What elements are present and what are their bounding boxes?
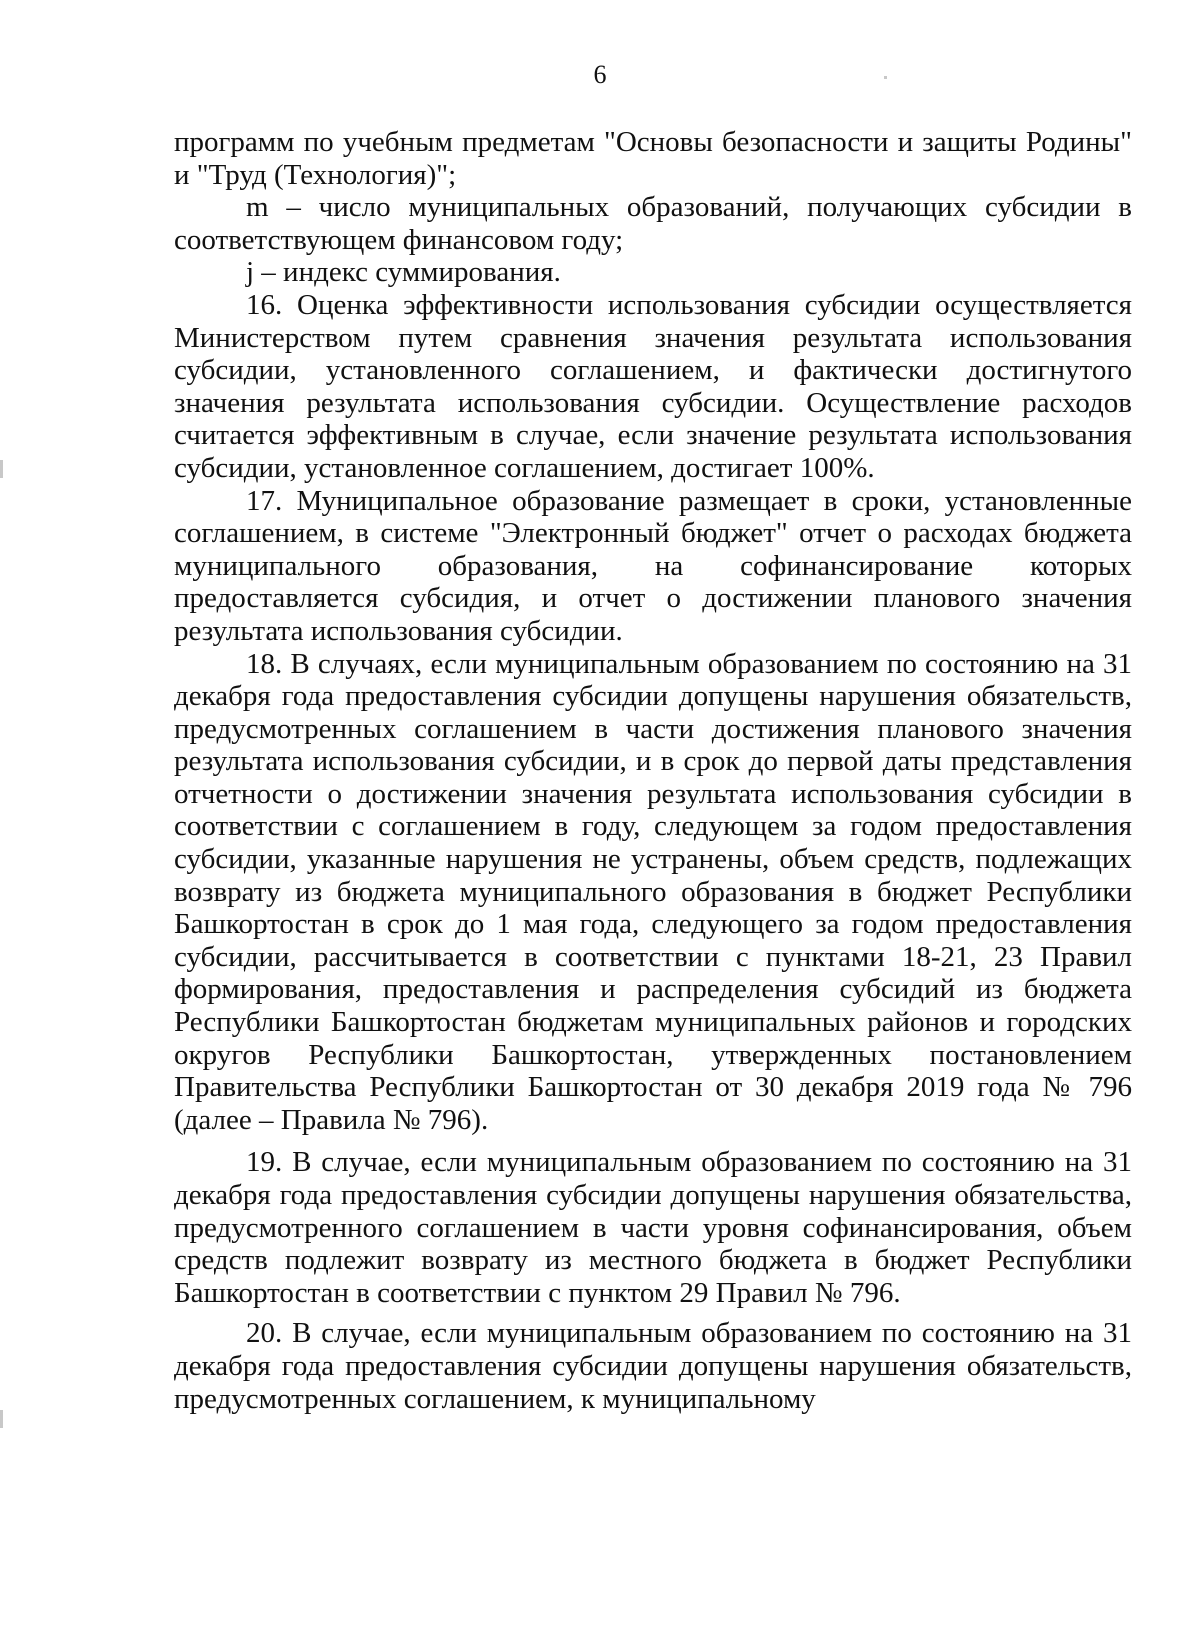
scan-speck (0, 460, 3, 478)
page-number: 6 (593, 60, 607, 89)
paragraph-19: 19. В случае, если муниципальным образованием по состоянию на 31 декабря года предоставления субсидии допущены нарушения обязательства, предусмотренного соглашением в части уровня софинансирования, объем средств подлежит возврату из местного бюджета в бюджет Республики Башкортостан в соответствии с пунктом 29 Правил № 796. (174, 1146, 1132, 1309)
paragraph-17: 17. Муниципальное образование размещает в сроки, установленные соглашением, в системе "Электронный бюджет" отчет о расходах бюджета муниципального образования, на софинансирование которых предоставляется субсидия, и отчет о достижении планового значения результата использования субсидии. (174, 484, 1132, 647)
scan-speck (0, 1410, 3, 1428)
paragraph-20: 20. В случае, если муниципальным образованием по состоянию на 31 декабря года предоставления субсидии допущены нарушения обязательств, предусмотренных соглашением, к муниципальному (174, 1317, 1132, 1415)
scan-speck (884, 76, 887, 79)
paragraph-16: 16. Оценка эффективности использования субсидии осуществляется Министерством путем сравнения значения результата использования субсидии, установленного соглашением, и фактически достигнутого значения результата использования субсидии. Осуществление расходов считается эффективным в случае, если значение результата использования субсидии, установленное соглашением, достигает 100%. (174, 288, 1132, 484)
document-body (174, 126, 1132, 1415)
paragraph-18: 18. В случаях, если муниципальным образованием по состоянию на 31 декабря года предоставления субсидии допущены нарушения обязательств, предусмотренных соглашением в части достижения планового значения результата использования субсидии, и в срок до первой даты представления отчетности о достижении значения результата использования субсидии в соответствии с соглашением в году, следующем за годом предоставления субсидии, указанные нарушения не устранены, объем средств, подлежащих возврату из бюджета муниципального образования в бюджет Республики Башкортостан в срок до 1 мая года, следующего за годом предоставления субсидии, рассчитывается в соответствии с пунктами 18-21, 23 Правил формирования, предоставления и распределения субсидий из бюджета Республики Башкортостан бюджетам муниципальных районов и городских округов Республики Башкортостан, утвержденных постановлением Правительства Республики Башкортостан от 30 декабря 2019 года № 796 (далее – Правила № 796). (174, 647, 1132, 1136)
paragraph-continuation: программ по учебным предметам "Основы безопасности и защиты Родины" и "Труд (Технология)"; (174, 126, 1132, 191)
paragraph-j-definition: j – индекс суммирования. (246, 256, 561, 289)
paragraph-m-definition: m – число муниципальных образований, получающих субсидии в соответствующем финансовом году; (174, 191, 1132, 256)
